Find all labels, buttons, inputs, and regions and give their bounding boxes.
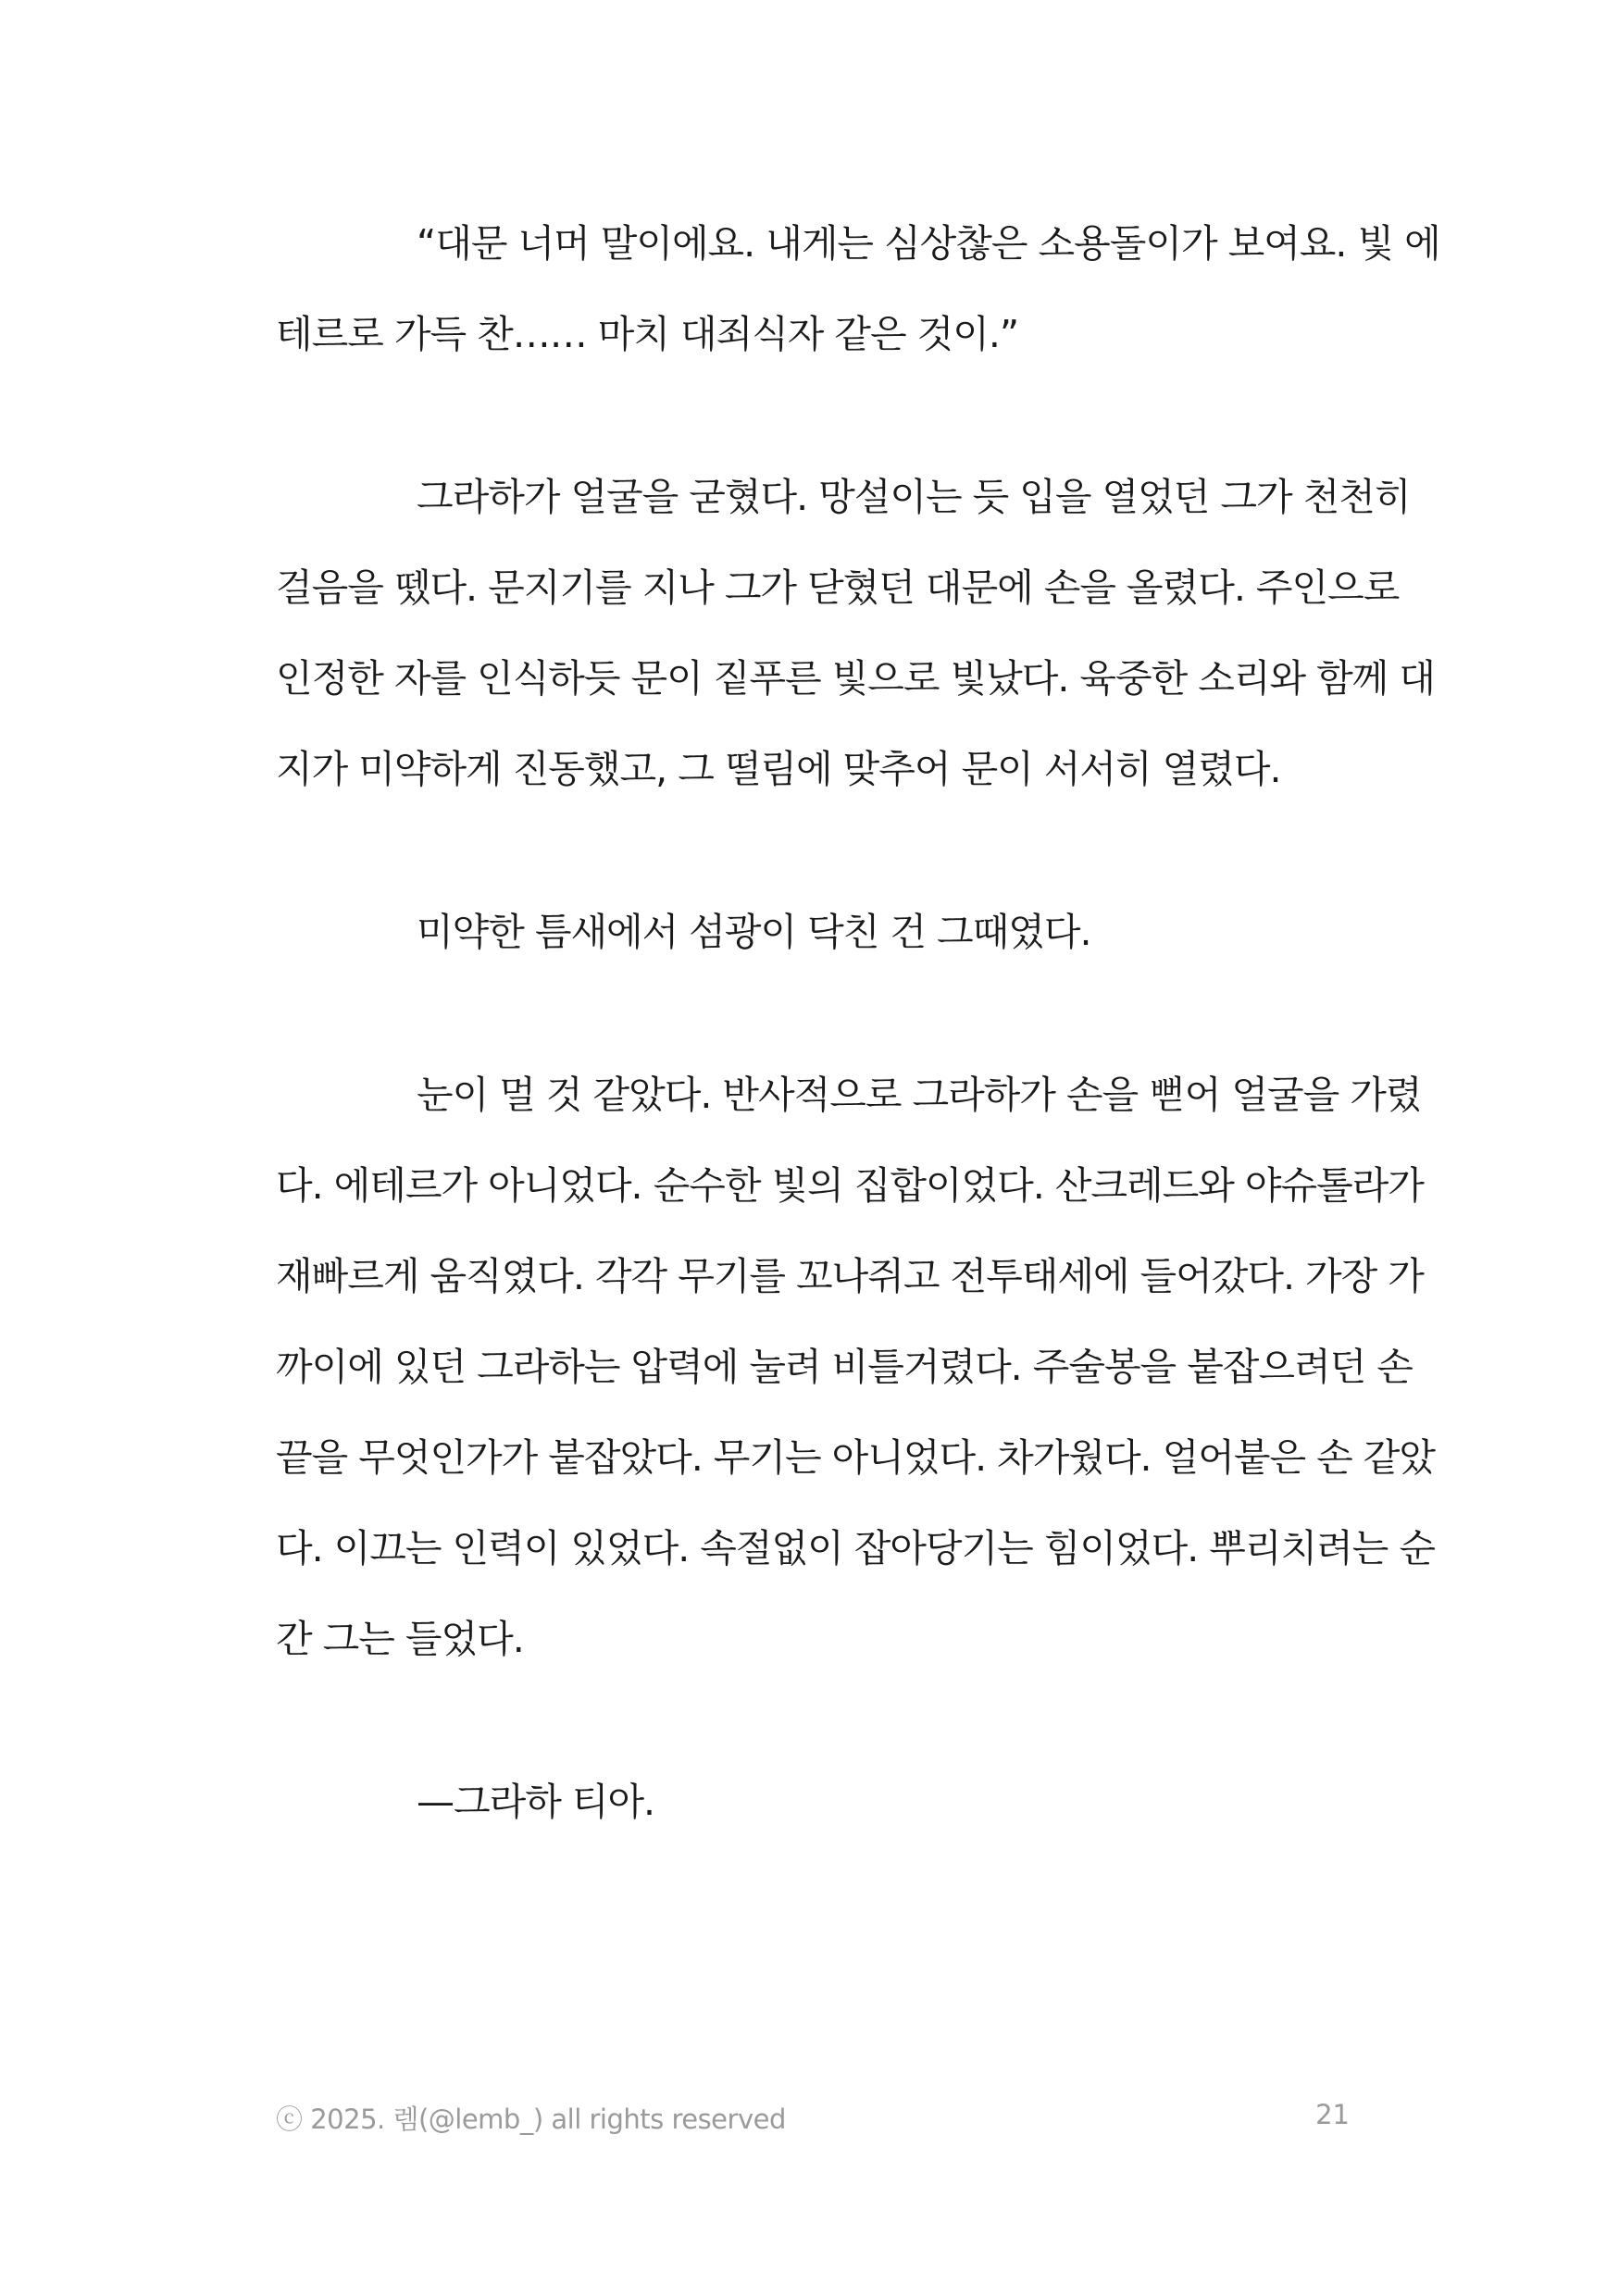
paragraph xyxy=(276,198,1440,379)
text-line: 걸음을 뗐다. 문지기를 지나 그가 닫혔던 대문에 손을 올렸다. 주인으로 xyxy=(276,565,1400,610)
text-line: 지가 미약하게 진동했고, 그 떨림에 맞추어 문이 서서히 열렸다. xyxy=(276,747,1281,791)
text-line: 눈이 멀 것 같았다. 반사적으로 그라하가 손을 뻗어 얼굴을 가렸 xyxy=(417,1073,1422,1117)
paragraph-gap xyxy=(276,977,1350,1049)
paragraph xyxy=(276,452,1435,814)
text-line: 테르로 가득 찬…… 마치 대죄식자 같은 것이.” xyxy=(276,312,1019,356)
paragraph xyxy=(276,1049,1435,1684)
page-number: 21 xyxy=(1315,2099,1350,2130)
text-line: 까이에 있던 그라하는 압력에 눌려 비틀거렸다. 주술봉을 붙잡으려던 손 xyxy=(276,1345,1413,1389)
text-line: 다. 이끄는 인력이 있었다. 속절없이 잡아당기는 힘이었다. 뿌리치려는 순 xyxy=(276,1526,1435,1570)
text-line: 끝을 무엇인가가 붙잡았다. 무기는 아니었다. 차가웠다. 얼어붙은 손 같았 xyxy=(276,1435,1435,1480)
text-line: 그라하가 얼굴을 굳혔다. 망설이는 듯 입을 열었던 그가 천천히 xyxy=(417,475,1411,519)
paragraph-gap xyxy=(276,814,1350,887)
text-line: “대문 너머 말이에요. 내게는 심상찮은 소용돌이가 보여요. 빛 에 xyxy=(417,221,1440,266)
copyright-notice: ⓒ 2025. 렘(@lemb_) all rights reserved xyxy=(276,2104,786,2135)
text-line: 다. 에테르가 아니었다. 순수한 빛의 집합이었다. 산크레드와 야슈톨라가 xyxy=(276,1163,1424,1208)
paragraph-gap xyxy=(276,1684,1350,1756)
paragraph xyxy=(276,887,1350,977)
page-body xyxy=(276,198,1440,1847)
text-line: —그라하 티아. xyxy=(417,1780,655,1824)
text-line: 간 그는 들었다. xyxy=(276,1617,524,1661)
text-line: 인정한 자를 인식하듯 문이 짙푸른 빛으로 빛났다. 육중한 소리와 함께 대 xyxy=(276,656,1435,701)
text-line: 재빠르게 움직였다. 각각 무기를 꼬나쥐고 전투태세에 들어갔다. 가장 가 xyxy=(276,1254,1424,1298)
paragraph xyxy=(276,1756,1350,1847)
paragraph-gap xyxy=(276,379,1350,452)
text-line: 미약한 틈새에서 섬광이 닥친 건 그때였다. xyxy=(417,910,1091,954)
